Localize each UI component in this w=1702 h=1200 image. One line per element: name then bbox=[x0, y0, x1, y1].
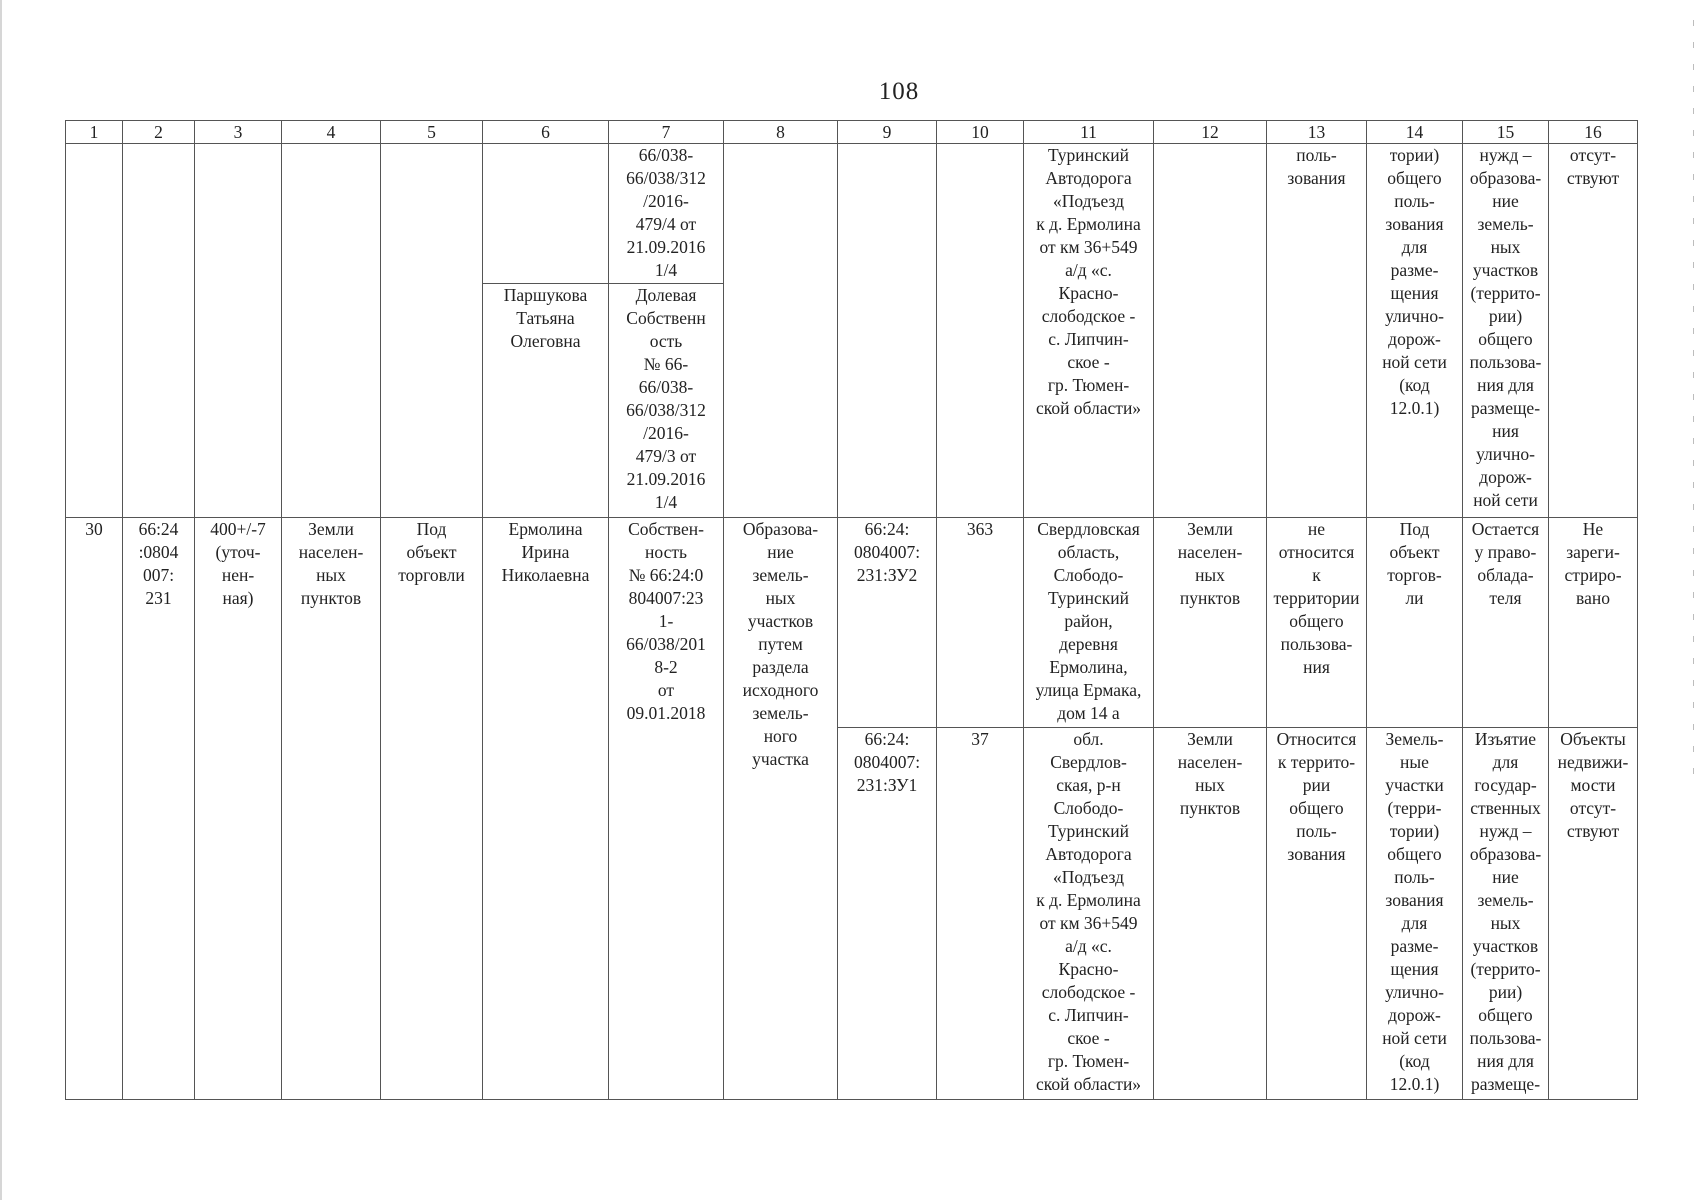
cell-owner: Ермолина Ирина Николаевна bbox=[483, 518, 609, 1100]
column-number: 3 bbox=[195, 121, 282, 144]
cell-objects: отсут- ствуют bbox=[1549, 144, 1638, 518]
table-row-30 bbox=[66, 518, 1638, 728]
cell-public-territory: не относится к территории общего пользова- ния bbox=[1267, 518, 1367, 728]
column-number: 8 bbox=[724, 121, 838, 144]
cell-permitted-use: Под объект торговли bbox=[381, 518, 483, 1100]
column-number: 15 bbox=[1463, 121, 1549, 144]
cell-method: Образова- ние земель- ных участков путем раздела исходного земель- ного участка bbox=[724, 518, 838, 1100]
cell-new-use: Под объект торгов- ли bbox=[1367, 518, 1463, 728]
column-number: 11 bbox=[1024, 121, 1154, 144]
cell-new-category: Земли населен- ных пунктов bbox=[1154, 728, 1267, 1100]
cell-new-area: 37 bbox=[937, 728, 1024, 1100]
cell-new-category bbox=[1154, 144, 1267, 518]
cell-cadastral-number bbox=[123, 144, 195, 518]
cell-number bbox=[66, 144, 123, 518]
column-number: 12 bbox=[1154, 121, 1267, 144]
cell-objects: Объекты недвижи- мости отсут- ствуют bbox=[1549, 728, 1638, 1100]
cell-note: нужд – образова- ние земель- ных участков (террито- рии) общего пользова- ния для размеще- ния улично- дорож- ной сети bbox=[1463, 144, 1549, 518]
column-number: 5 bbox=[381, 121, 483, 144]
column-number: 14 bbox=[1367, 121, 1463, 144]
cell-address: обл. Свердлов- ская, р-н Слободо- Туринский Автодорога «Подъезд к д. Ермолина от км 36+549 а/д «с. Красно- слободское - с. Липчин- ское - гр. Тюмен- ской области» bbox=[1024, 728, 1154, 1100]
column-number-row bbox=[66, 121, 1638, 144]
cell-number: 30 bbox=[66, 518, 123, 1100]
column-number: 9 bbox=[838, 121, 937, 144]
cell-owner bbox=[483, 144, 609, 284]
cell-objects: Не зареги- стриро- вано bbox=[1549, 518, 1638, 728]
column-number: 13 bbox=[1267, 121, 1367, 144]
table-row-continued-a bbox=[66, 144, 1638, 284]
column-number: 1 bbox=[66, 121, 123, 144]
column-number: 2 bbox=[123, 121, 195, 144]
cell-new-use: Земель- ные участки (терри- тории) общего поль- зования для разме- щения улично- дорож- ной сети (код 12.0.1) bbox=[1367, 728, 1463, 1100]
scan-edge-right bbox=[1693, 20, 1694, 780]
cell-area bbox=[195, 144, 282, 518]
column-number: 7 bbox=[609, 121, 724, 144]
cell-land-category bbox=[282, 144, 381, 518]
column-number: 6 bbox=[483, 121, 609, 144]
cell-new-area bbox=[937, 144, 1024, 518]
cell-note: Изъятие для государ- ственных нужд – образова- ние земель- ных участков (террито- рии) общего пользова- ния для размеще- bbox=[1463, 728, 1549, 1100]
land-registry-table bbox=[65, 120, 1638, 1100]
page-number: 108 bbox=[878, 78, 920, 105]
scan-edge-left bbox=[0, 0, 2, 1200]
cell-new-plot-number: 66:24: 0804007: 231:ЗУ1 bbox=[838, 728, 937, 1100]
cell-method bbox=[724, 144, 838, 518]
column-number: 10 bbox=[937, 121, 1024, 144]
cell-new-plot-number bbox=[838, 144, 937, 518]
cell-address: Туринский Автодорога «Подъезд к д. Ермолина от км 36+549 а/д «с. Красно- слободское - с. Липчин- ское - гр. Тюмен- ской области» bbox=[1024, 144, 1154, 518]
cell-new-plot-number: 66:24: 0804007: 231:ЗУ2 bbox=[838, 518, 937, 728]
cell-cadastral-number: 66:24 :0804 007: 231 bbox=[123, 518, 195, 1100]
cell-right: 66/038- 66/038/312 /2016- 479/4 от 21.09.2016 1/4 bbox=[609, 144, 724, 284]
column-number: 16 bbox=[1549, 121, 1638, 144]
cell-area: 400+/-7 (уточ- нен- ная) bbox=[195, 518, 282, 1100]
cell-new-area: 363 bbox=[937, 518, 1024, 728]
cell-new-category: Земли населен- ных пунктов bbox=[1154, 518, 1267, 728]
cell-address: Свердловская область, Слободо- Туринский район, деревня Ермолина, улица Ермака, дом 14 а bbox=[1024, 518, 1154, 728]
cell-public-territory: Относится к террито- рии общего поль- зования bbox=[1267, 728, 1367, 1100]
cell-land-category: Земли населен- ных пунктов bbox=[282, 518, 381, 1100]
cell-new-use: тории) общего поль- зования для разме- щения улично- дорож- ной сети (код 12.0.1) bbox=[1367, 144, 1463, 518]
cell-public-territory: поль- зования bbox=[1267, 144, 1367, 518]
cell-note: Остается у право- облада- теля bbox=[1463, 518, 1549, 728]
cell-permitted-use bbox=[381, 144, 483, 518]
cell-right: Собствен- ность № 66:24:0 804007:23 1- 66/038/201 8-2 от 09.01.2018 bbox=[609, 518, 724, 1100]
cell-right: Долевая Собственн ость № 66- 66/038- 66/038/312 /2016- 479/3 от 21.09.2016 1/4 bbox=[609, 284, 724, 518]
column-number: 4 bbox=[282, 121, 381, 144]
cell-owner: Паршукова Татьяна Олеговна bbox=[483, 284, 609, 518]
